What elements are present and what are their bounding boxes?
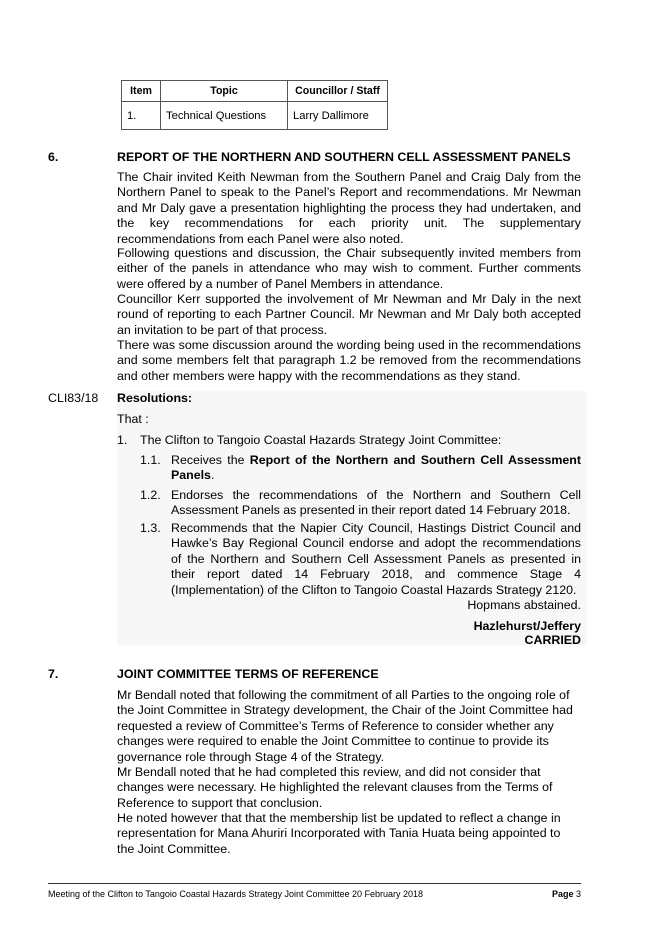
resolution-subitem-text <box>171 453 581 484</box>
resolution-item-text: The Clifton to Tangoio Coastal Hazards Strategy Joint Committee: <box>140 433 502 447</box>
table-cell: 1. <box>122 102 161 130</box>
page-number-block <box>552 889 581 899</box>
footer-text: Meeting of the Clifton to Tangoio Coastal Hazards Strategy Joint Committee 20 February 2018 <box>48 889 424 899</box>
resolution-that: That : <box>117 412 149 426</box>
section-6-number: 6. <box>48 150 59 164</box>
table-header: Councillor / Staff <box>288 81 388 102</box>
table-header: Item <box>122 81 161 102</box>
resolution-subitem-text: Endorses the recommendations of the Northern and Southern Cell Assessment Panels as presented in their report dated 14 February 2018. <box>171 488 581 518</box>
page-footer <box>48 889 581 899</box>
table-row <box>122 102 388 130</box>
resolution-subitem-number: 1.3. <box>140 521 161 535</box>
section-7-number: 7. <box>48 667 59 681</box>
section-6-paragraph: There was some discussion around the wording being used in the recommendations and some members felt that paragraph 1.2 be removed from the recommendations and other members were happy with the recommendations as they stand. <box>117 338 581 383</box>
table-cell: Larry Dallimore <box>288 102 388 130</box>
resolution-subitem-text: Recommends that the Napier City Council, Hastings District Council and Hawke’s Bay Regional Council endorse and adopt the recommendations of the Northern and Southern Cell Assessment Panels as presented in their report dated 14 February 2018, and commence Stage 4 (Implementation) of the Clifton to Tangoio Coastal Hazards Strategy 2120. <box>171 521 581 597</box>
section-7-title: JOINT COMMITTEE TERMS OF REFERENCE <box>117 667 379 681</box>
subitem-text-part: . <box>210 468 215 483</box>
section-7-paragraph: He noted however that that the membership list be updated to reflect a change in representation for Mana Ahuriri Incorporated with Tania Huata being appointed to the Joint Committee. <box>117 811 561 856</box>
section-6-paragraph: Following questions and discussion, the Chair subsequently invited members from either of the panels in attendance who may wish to comment. Further comments were offered by a number of Panel Members in attendance. <box>117 246 581 291</box>
table-header: Topic <box>161 81 288 102</box>
report-title-bold: Report of the Northern and Southern Cell Assessment Panels <box>171 453 581 483</box>
section-6-title: REPORT OF THE NORTHERN AND SOUTHERN CELL ASSESSMENT PANELS <box>117 150 571 164</box>
resolution-item-number: 1. <box>117 433 128 447</box>
section-6-paragraph: Councillor Kerr supported the involvement of Mr Newman and Mr Daly in the next round of reporting to each Partner Council. Mr Newman and Mr Daly both accepted an invitation to be part of that process. <box>117 292 581 337</box>
movers: Hazlehurst/Jeffery <box>473 619 581 633</box>
page-label: Page <box>551 889 574 899</box>
section-6-paragraph: The Chair invited Keith Newman from the Southern Panel and Craig Daly from the Northern Panel to speak to the Panel’s Report and recommendations. Mr Newman and Mr Daly gave a presentation highlighting the process they had undertaken, and the key recommendations for each priority unit. The supplementary recommendations from each Panel were also noted. <box>117 170 581 246</box>
resolution-subitem-number: 1.2. <box>140 488 161 502</box>
footer-divider <box>48 883 581 884</box>
resolution-code: CLI83/18 <box>48 391 99 405</box>
page-number: 3 <box>575 889 581 899</box>
abstained-note: Hopmans abstained. <box>467 598 581 612</box>
resolution-title: Resolutions: <box>117 391 193 405</box>
section-7-paragraph: Mr Bendall noted that following the commitment of all Parties to the ongoing role of the Joint Committee in Strategy development, the Chair of the Joint Committee had requested a review of Committee’s Terms of Reference to consider whether any changes were required to enable the Joint Committee to continue to provide its governance role through Stage 4 of the Strategy. <box>117 688 573 764</box>
carried-status: CARRIED <box>524 633 581 647</box>
subitem-text-part: Receives the <box>171 453 250 467</box>
table-cell: Technical Questions <box>161 102 288 130</box>
resolution-subitem-number: 1.1. <box>140 453 161 467</box>
section-7-paragraph: Mr Bendall noted that he had completed this review, and did not consider that changes were necessary. He highlighted the relevant clauses from the Terms of Reference to support that conclusion. <box>117 765 553 810</box>
speakers-table <box>121 80 388 130</box>
table-header-row <box>122 81 388 102</box>
